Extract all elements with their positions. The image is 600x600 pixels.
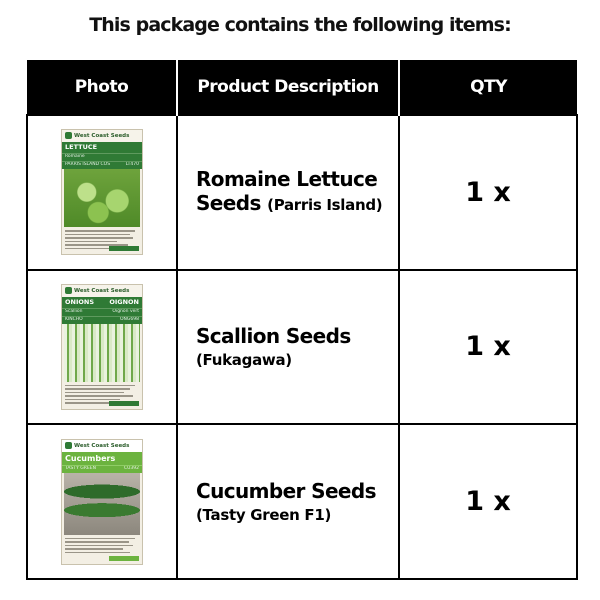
packet-tag <box>109 401 139 406</box>
items-table <box>26 60 578 580</box>
table-row <box>27 424 577 579</box>
photo-cell <box>27 424 177 579</box>
product-variety: (Fukagawa) <box>196 351 292 370</box>
lettuce-seed-packet <box>62 130 142 254</box>
packet-brand: West Coast Seeds <box>62 440 142 452</box>
product-name: Cucumber Seeds <box>196 479 376 504</box>
quantity-cell: 1 x <box>399 115 577 270</box>
photo-cell <box>27 270 177 425</box>
packet-variety: KINCHO ONG698 <box>62 316 142 324</box>
page-heading: This package contains the following items: <box>89 14 511 36</box>
scallion-seed-packet <box>62 285 142 409</box>
packet-tag <box>109 246 139 251</box>
packet-fine-print <box>65 538 139 554</box>
quantity-cell: 1 x <box>399 270 577 425</box>
product-variety: (Tasty Green F1) <box>196 506 332 525</box>
header-photo: Photo <box>27 60 177 115</box>
table-row <box>27 115 577 270</box>
packet-variety: PARRIS ISLAND COS LT470 <box>62 161 142 169</box>
brand-logo-icon <box>65 132 72 139</box>
packet-brand: West Coast Seeds <box>62 130 142 142</box>
packet-title: Cucumbers <box>62 452 142 465</box>
quantity-cell: 1 x <box>399 424 577 579</box>
lettuce-image <box>64 169 140 227</box>
header-qty: QTY <box>399 60 577 115</box>
description-cell <box>177 424 399 579</box>
brand-logo-icon <box>65 287 72 294</box>
packet-title: ONIONS OIGNON <box>62 297 142 308</box>
product-name: Scallion Seeds <box>196 324 351 349</box>
cucumber-seed-packet <box>62 440 142 564</box>
product-name: Romaine Lettuce Seeds (Parris Island) <box>196 167 383 216</box>
packet-tag <box>109 556 139 561</box>
photo-cell <box>27 115 177 270</box>
packet-subtitle: Scallion Oignon vert <box>62 308 142 316</box>
packet-variety: TASTY GREEN CU392 <box>62 465 142 473</box>
product-variety: (Parris Island) <box>267 196 383 215</box>
description-cell <box>177 270 399 425</box>
brand-logo-icon <box>65 442 72 449</box>
packet-brand: West Coast Seeds <box>62 285 142 297</box>
table-row <box>27 270 577 425</box>
description-cell <box>177 115 399 270</box>
onion-image <box>64 324 140 382</box>
header-description: Product Description <box>177 60 399 115</box>
table-header-row <box>27 60 577 115</box>
cucumber-image <box>64 473 140 535</box>
packet-title: LETTUCE <box>62 142 142 153</box>
packet-subtitle: Romaine <box>62 153 142 161</box>
